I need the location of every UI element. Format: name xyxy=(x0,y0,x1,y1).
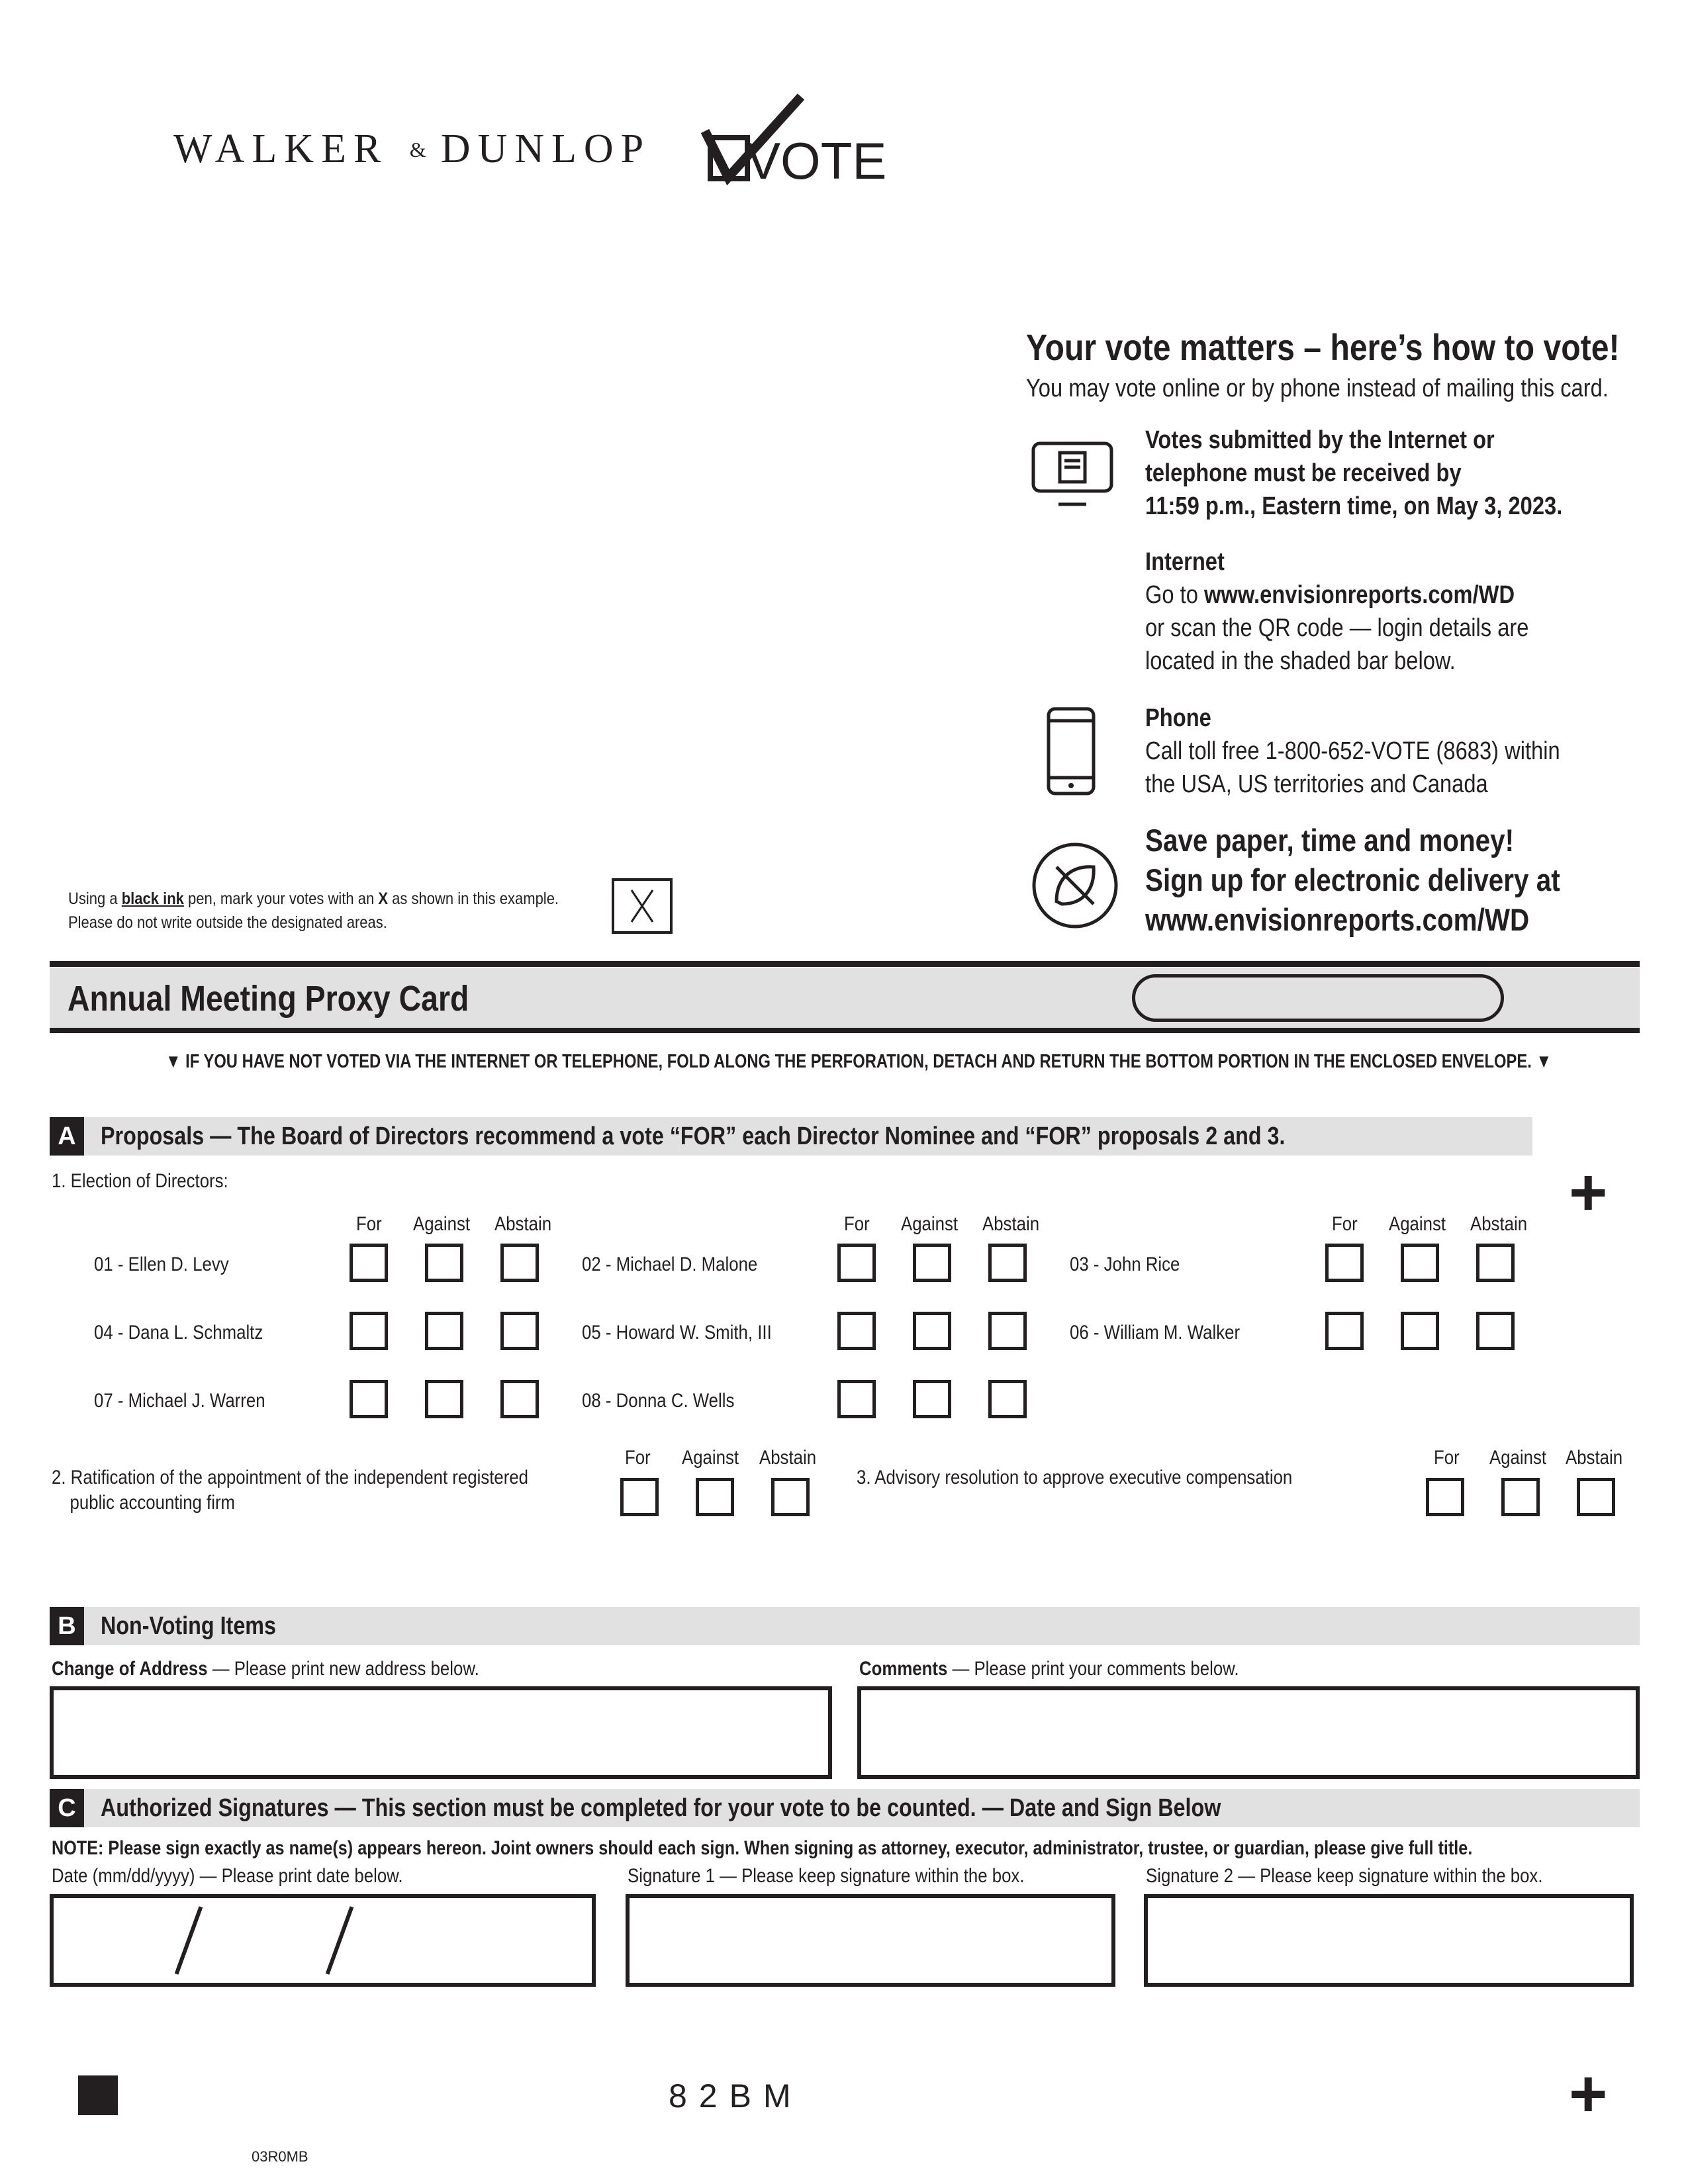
proposal-3-for-checkbox[interactable] xyxy=(1426,1478,1464,1516)
change-of-address-field[interactable] xyxy=(50,1686,832,1779)
example-x-box xyxy=(612,878,673,934)
nominee-label: 02 - Michael D. Malone xyxy=(582,1253,758,1275)
vote-abstain-checkbox[interactable] xyxy=(1476,1244,1515,1282)
signature-2-field[interactable] xyxy=(1144,1894,1634,1987)
col-against: Against xyxy=(901,1213,959,1235)
vote-against-checkbox[interactable] xyxy=(425,1312,463,1350)
nominee-label: 05 - Howard W. Smith, III xyxy=(582,1322,772,1343)
control-number-field xyxy=(1132,974,1504,1022)
vote-abstain-checkbox[interactable] xyxy=(988,1312,1027,1350)
signature-note: NOTE: Please sign exactly as name(s) appears hereon. Joint owners should each sign. When signing as attorney, executor, administrator, trustee, or guardian, please give full title. xyxy=(52,1837,1473,1859)
section-c-title: Authorized Signatures — This section must be completed for your vote to be counted. — Date and Sign Below xyxy=(101,1794,1221,1822)
registration-plus-top: + xyxy=(1569,1156,1608,1230)
col-for: For xyxy=(625,1447,651,1469)
section-b-letter: B xyxy=(50,1607,84,1645)
col-against: Against xyxy=(413,1213,471,1235)
comments-field[interactable] xyxy=(857,1686,1640,1779)
date-label: Date (mm/dd/yyyy) — Please print date below. xyxy=(52,1865,403,1887)
vote-for-checkbox[interactable] xyxy=(837,1312,876,1350)
vote-for-checkbox[interactable] xyxy=(350,1312,388,1350)
vote-abstain-checkbox[interactable] xyxy=(500,1312,539,1350)
proposal-3-abstain-checkbox[interactable] xyxy=(1577,1478,1615,1516)
bottom-rule xyxy=(50,1028,1640,1033)
vote-abstain-checkbox[interactable] xyxy=(1476,1312,1515,1350)
top-rule xyxy=(50,961,1640,967)
phone-icon xyxy=(1045,705,1098,797)
x-mark-icon xyxy=(614,881,670,931)
vote-against-checkbox[interactable] xyxy=(913,1312,951,1350)
vote-abstain-checkbox[interactable] xyxy=(988,1244,1027,1282)
vote-against-checkbox[interactable] xyxy=(425,1244,463,1282)
deadline-text: Votes submitted by the Internet or telephone must be received by 11:59 p.m., Eastern time, on May 3, 2023. xyxy=(1145,426,1563,520)
registration-plus-bottom: + xyxy=(1569,2057,1608,2131)
section-c-letter: C xyxy=(50,1789,84,1827)
vote-against-checkbox[interactable] xyxy=(425,1380,463,1418)
vote-abstain-checkbox[interactable] xyxy=(500,1380,539,1418)
vote-abstain-checkbox[interactable] xyxy=(988,1380,1027,1418)
nominee-label: 04 - Dana L. Schmaltz xyxy=(94,1322,263,1343)
marking-instructions: Using a black ink pen, mark your votes with an X as shown in this example. Please do not write outside the designated areas. xyxy=(68,889,559,932)
vote-logo-text: VOTE xyxy=(746,132,887,190)
signature-2-label: Signature 2 — Please keep signature within the box. xyxy=(1146,1865,1543,1887)
phone-block: Phone Call toll free 1-800-652-VOTE (8683) within the USA, US territories and Canada xyxy=(1145,704,1560,798)
col-for: For xyxy=(844,1213,870,1235)
leaf-icon xyxy=(1030,841,1120,931)
vote-for-checkbox[interactable] xyxy=(1325,1244,1364,1282)
registration-square xyxy=(78,2075,118,2115)
vote-for-checkbox[interactable] xyxy=(1325,1312,1364,1350)
delivery-url-link[interactable]: www.envisionreports.com/WD xyxy=(1145,902,1530,937)
vote-for-checkbox[interactable] xyxy=(837,1244,876,1282)
proposal-3-label: 3. Advisory resolution to approve executive compensation xyxy=(857,1467,1293,1488)
proposal-3-against-checkbox[interactable] xyxy=(1501,1478,1540,1516)
nominee-label: 01 - Ellen D. Levy xyxy=(94,1253,229,1275)
nominee-label: 06 - William M. Walker xyxy=(1070,1322,1241,1343)
signature-1-label: Signature 1 — Please keep signature within the box. xyxy=(628,1865,1025,1887)
section-b-title: Non-Voting Items xyxy=(101,1612,276,1640)
change-of-address-label: Change of Address — Please print new address below. xyxy=(52,1658,479,1680)
vote-abstain-checkbox[interactable] xyxy=(500,1244,539,1282)
phone-title: Phone xyxy=(1145,704,1211,732)
section-b-band xyxy=(50,1607,1640,1645)
election-label: 1. Election of Directors: xyxy=(52,1170,228,1192)
col-abstain: Abstain xyxy=(494,1213,552,1235)
vote-for-checkbox[interactable] xyxy=(350,1380,388,1418)
col-for: For xyxy=(1332,1213,1358,1235)
vote-for-checkbox[interactable] xyxy=(350,1244,388,1282)
col-abstain: Abstain xyxy=(982,1213,1040,1235)
internet-block: Internet Go to www.envisionreports.com/WD or scan the QR code — login details are located in the shaded bar below. xyxy=(1145,548,1529,675)
col-against: Against xyxy=(682,1447,739,1469)
col-for: For xyxy=(356,1213,382,1235)
col-for: For xyxy=(1434,1447,1460,1469)
card-title: Annual Meeting Proxy Card xyxy=(68,979,469,1019)
nominee-label: 03 - John Rice xyxy=(1070,1253,1180,1275)
col-abstain: Abstain xyxy=(1566,1447,1623,1469)
proposal-2-abstain-checkbox[interactable] xyxy=(771,1478,810,1516)
small-form-code: 03R0MB xyxy=(252,2148,308,2165)
vote-against-checkbox[interactable] xyxy=(913,1380,951,1418)
vote-headline: Your vote matters – here’s how to vote! xyxy=(1026,326,1620,368)
col-against: Against xyxy=(1389,1213,1446,1235)
section-a-title: Proposals — The Board of Directors recommend a vote “FOR” each Director Nominee and “FOR” proposals 2 and 3. xyxy=(101,1122,1286,1150)
comments-label: Comments — Please print your comments below. xyxy=(859,1658,1239,1680)
vote-against-checkbox[interactable] xyxy=(1401,1244,1439,1282)
computer-monitor-icon xyxy=(1029,438,1115,511)
date-field[interactable] xyxy=(50,1894,596,1987)
col-abstain: Abstain xyxy=(1470,1213,1528,1235)
fold-notice: ▼ IF YOU HAVE NOT VOTED VIA THE INTERNET OR TELEPHONE, FOLD ALONG THE PERFORATION, DETACH AND RETURN THE BOTTOM PORTION IN THE ENCLOSED ENVELOPE. ▼ xyxy=(165,1051,1552,1072)
vote-checkmark-logo xyxy=(698,91,887,191)
vote-against-checkbox[interactable] xyxy=(1401,1312,1439,1350)
section-a-letter: A xyxy=(50,1117,84,1156)
proposal-2-for-checkbox[interactable] xyxy=(620,1478,659,1516)
col-abstain: Abstain xyxy=(759,1447,817,1469)
nominee-label: 07 - Michael J. Warren xyxy=(94,1390,265,1412)
electronic-delivery-block: Save paper, time and money! Sign up for electronic delivery at www.envisionreports.com/WD xyxy=(1145,821,1560,940)
signature-1-field[interactable] xyxy=(626,1894,1115,1987)
proposal-2-against-checkbox[interactable] xyxy=(696,1478,734,1516)
internet-title: Internet xyxy=(1145,548,1225,576)
brand-logo: WALKER & DUNLOP xyxy=(173,126,651,171)
internet-url-link[interactable]: www.envisionreports.com/WD xyxy=(1204,581,1515,609)
form-code: 82BM xyxy=(669,2077,803,2115)
col-against: Against xyxy=(1489,1447,1547,1469)
vote-against-checkbox[interactable] xyxy=(913,1244,951,1282)
proposal-2-label: 2. Ratification of the appointment of the independent registered public accounting firm xyxy=(52,1467,529,1514)
vote-for-checkbox[interactable] xyxy=(837,1380,876,1418)
vote-subhead: You may vote online or by phone instead of mailing this card. xyxy=(1026,375,1609,402)
nominee-label: 08 - Donna C. Wells xyxy=(582,1390,735,1412)
